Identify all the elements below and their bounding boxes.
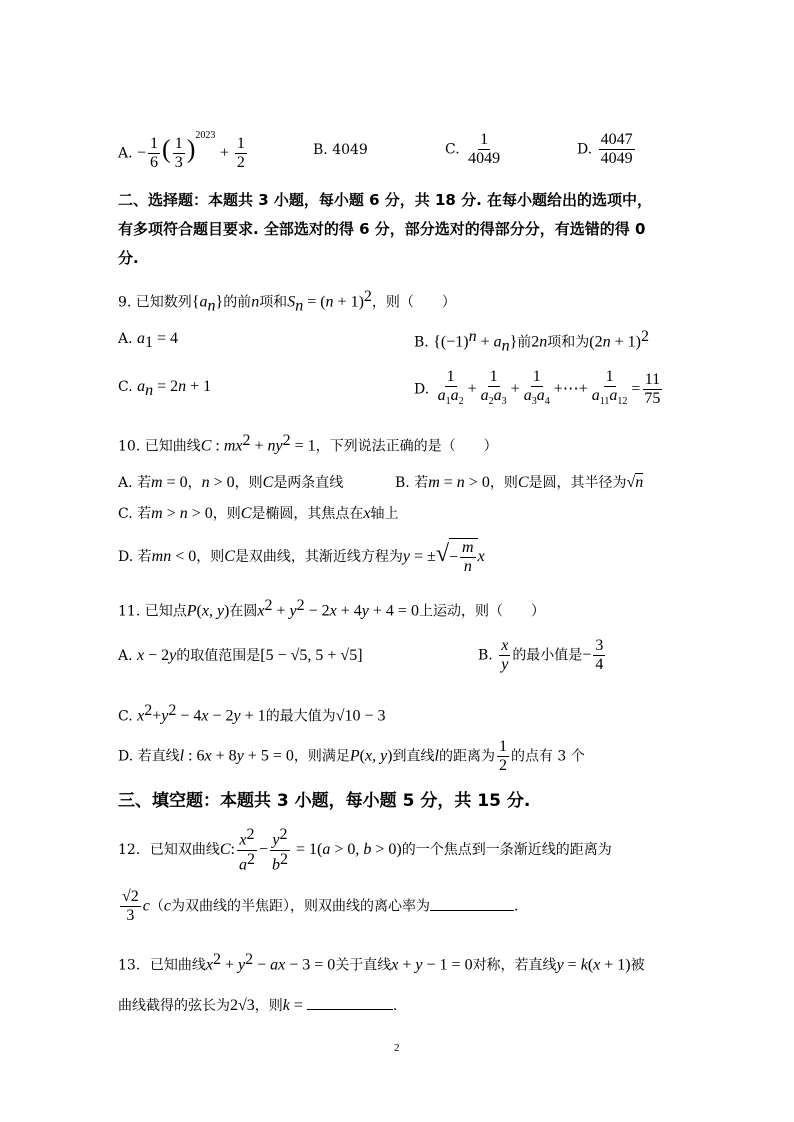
q10-option-b: B. 若m = n > 0，则C是圆，其半径为√n	[395, 474, 644, 491]
q9-option-d: D. $\frac{1}{a_1a_2}$ + $\frac{1}{a_2a_3}$ + $\frac{1}{a_3a_4}$ +⋯+ $\frac{1}{a_{11}a_{12}}$ = $\frac{11}{75}$	[414, 368, 661, 408]
q8-option-b: B. 4049	[313, 142, 368, 158]
q9-option-a: A. $a_1 = 4$	[118, 330, 179, 351]
q13-answer-blank[interactable]	[307, 995, 393, 1010]
q11-option-b: B. $\frac{x}{y}$ 的最小值是− $\frac{3}{4}$	[478, 637, 604, 673]
q10-option-a: A. 若m = 0，n > 0，则C是两条直线	[118, 474, 344, 491]
q10-option-d: D. 若mn < 0，则C是双曲线，其渐近线方程为y = ±√ − $\frac{m}{n}$ x	[118, 539, 485, 575]
page-number: 2	[394, 1042, 400, 1054]
section-2-heading: 二、选择题：本题共 3 小题，每小题 6 分，共 18 分. 在每小题给出的选项中， 有多项符合题目要求. 全部选对的得 6 分，部分选对的得部分分，有选错的得 0 分.	[118, 191, 653, 267]
q13-line2: 曲线截得的弦长为2√3，则k = .	[118, 997, 398, 1014]
q11-stem: 11. 已知点P(x, y)在圆$x^2 + y^2 - 2x + 4y + 4 = 0$上运动，则（ ）	[118, 597, 545, 620]
q9-stem: 9. 已知数列$\{a_n\}$的前n项和$S_n = (n + 1)^2$，则（ ）	[118, 288, 456, 315]
section-3-heading: 三、填空题：本题共 3 小题，每小题 5 分，共 15 分.	[118, 791, 531, 811]
q10-option-c: C. 若m > n > 0，则C是椭圆，其焦点在x轴上	[118, 505, 399, 522]
q12-answer-blank[interactable]	[430, 896, 514, 911]
fraction: $\frac{1}{6}$	[150, 135, 159, 171]
q12-line2: $\frac{√2}{3}$ c（c为双曲线的半焦距），则双曲线的离心率为 .	[122, 888, 519, 924]
q13-stem: 13．已知曲线$x^2 + y^2$ − ax − 3 = 0关于直线x + y − 1 = 0对称，若直线y = k(x + 1)被	[118, 951, 645, 974]
q12-stem: 12．已知双曲线C: $\frac{x^2}{a^2}$ − $\frac{y^2}{b^2}$ = 1(a > 0, b > 0)的一个焦点到一条渐近线的距离为	[118, 826, 612, 874]
q11-option-d: D. 若直线l : 6x + 8y + 5 = 0，则满足P(x, y)到直线l的距离为 $\frac{1}{2}$ 的点有 3 个	[118, 738, 585, 774]
q8-option-c: C. $\frac{1}{4049}$	[445, 131, 501, 167]
q10-stem: 10. 已知曲线C : $mx^2 + ny^2 = 1$，下列说法正确的是（ ）	[118, 432, 498, 455]
q9-option-b: B. $\{(-1)^n + a_n\}$前2n项和为$(2n + 1)^2$	[414, 328, 649, 355]
q11-option-c: C. $x^2+y^2 - 4x - 2y + 1$的最大值为√10 − 3	[118, 702, 386, 725]
q9-option-c: C. $a_n = 2n + 1$	[118, 378, 212, 399]
q8-option-d: D. $\frac{4047}{4049}$	[577, 131, 633, 167]
q8-option-a: A. − $\frac{1}{6}$ ( $\frac{1}{3}$ )$^{2023}$ + $\frac{1}{2}$	[118, 129, 245, 171]
q11-option-a: A. x − 2y的取值范围是[5 − √5, 5 + √5]	[118, 647, 363, 664]
